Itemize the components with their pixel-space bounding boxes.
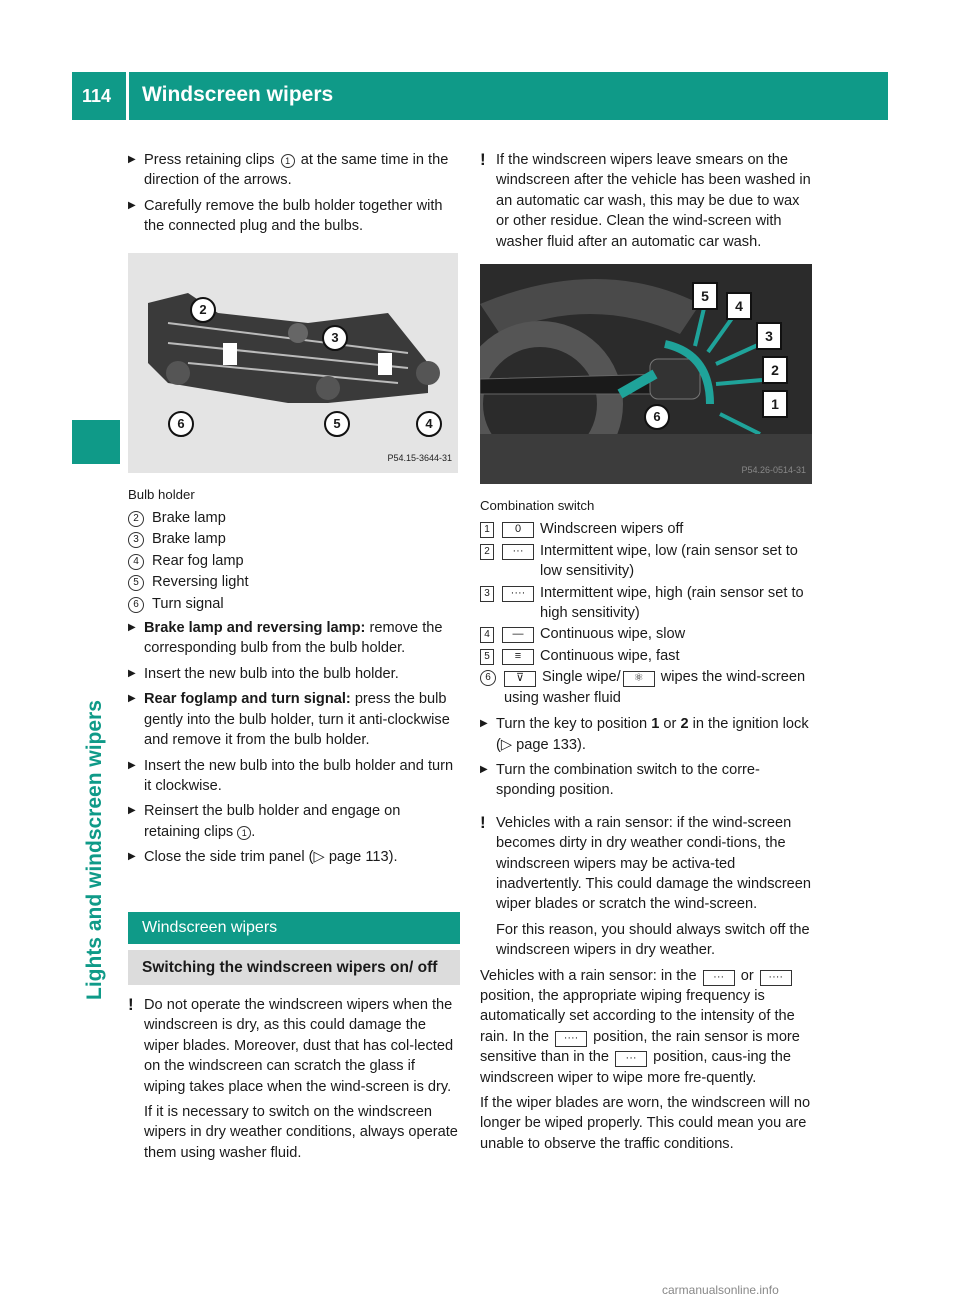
figure-code: P54.15-3644-31 bbox=[387, 453, 452, 464]
step: ▶ Carefully remove the bulb holder together with the connected plug and the bulbs. bbox=[128, 196, 460, 237]
figure-caption: Combination switch bbox=[480, 498, 595, 514]
callout-square-2: 2 bbox=[762, 356, 788, 384]
chapter-title: Lights and windscreen wipers bbox=[83, 700, 106, 1000]
callout-2: 2 bbox=[190, 297, 216, 323]
legend-number: 3 bbox=[480, 586, 494, 602]
intermittent-low-symbol: ··· bbox=[615, 1051, 647, 1067]
callout-number: 1 bbox=[237, 826, 251, 840]
legend-item bbox=[128, 529, 460, 549]
legend-text: wipes the wind-screen using washer fluid bbox=[504, 669, 806, 706]
legend-number: 4 bbox=[480, 627, 494, 643]
legend-number: 6 bbox=[480, 670, 496, 686]
chapter-tab bbox=[72, 420, 120, 464]
legend-number: 1 bbox=[480, 522, 494, 538]
legend-text: Turn signal bbox=[152, 595, 224, 612]
paragraph: If the wiper blades are worn, the windscreen will no longer be wiped properly. This could mean you are unable to observe the traffic conditions. bbox=[480, 1095, 811, 1152]
warning-icon: ! bbox=[480, 150, 486, 169]
single-wipe-icon: ⊽ bbox=[504, 671, 536, 687]
step: ▶ Rear foglamp and turn signal: press the bulb gently into the bulb holder, turn it anti-clockwise and remove it from the bulb holder. bbox=[128, 689, 460, 750]
warning-text: For this reason, you should always switch off the windscreen wipers in dry weather. bbox=[496, 921, 810, 959]
legend-text: Rear fog lamp bbox=[152, 552, 244, 569]
legend-list bbox=[480, 519, 812, 708]
page-header bbox=[72, 72, 888, 120]
section-heading: Windscreen wipers bbox=[128, 912, 460, 944]
washer-fluid-icon: ⚛ bbox=[623, 671, 655, 687]
warning-text: If the windscreen wipers leave smears on the windscreen after the vehicle has been washed in an automatic car wash, this may be due to wax or other residue. Clean the wind-screen with washer fluid after an automatic car wash. bbox=[496, 152, 811, 250]
legend-item bbox=[128, 508, 460, 528]
legend-number: 5 bbox=[128, 575, 144, 591]
legend-text: Windscreen wipers off bbox=[540, 521, 684, 538]
right-column bbox=[480, 150, 812, 1159]
intermittent-high-symbol: ···· bbox=[760, 970, 792, 986]
subsection-heading: Switching the windscreen wipers on/ off bbox=[128, 950, 460, 985]
warning-text: If it is necessary to switch on the windscreen wipers in dry weather conditions, always operate them using washer fluid. bbox=[144, 1103, 458, 1161]
legend-text: Brake lamp bbox=[152, 510, 226, 527]
paragraph: Vehicles with a rain sensor: in the ··· or ···· position, the appropriate wiping frequency is automatically set according to the intensity of the rain. In the ···· position, the rain sensor is more sensitive than in the ··· position, caus-ing the windscreen wiper to wipe more fre-quently. bbox=[480, 967, 800, 1086]
page-ref-arrow-icon: ▷ bbox=[313, 849, 325, 866]
legend-number: 5 bbox=[480, 649, 494, 665]
legend-item bbox=[480, 583, 812, 624]
left-column bbox=[128, 150, 460, 1168]
legend-text: Brake lamp bbox=[152, 531, 226, 548]
legend-item bbox=[480, 519, 812, 539]
step: ▶ Turn the combination switch to the corre-sponding position. bbox=[480, 760, 812, 801]
callout-4: 4 bbox=[416, 411, 442, 437]
legend-text: Intermittent wipe, low (rain sensor set to low sensitivity) bbox=[540, 542, 798, 580]
header-divider bbox=[126, 72, 129, 120]
bulb-holder-illustration bbox=[128, 253, 458, 473]
warning-text: Vehicles with a rain sensor: if the wind-screen becomes dirty in dry weather condi-tions, the windscreen wipers may be activa-ted inadvertently. This could damage the windscreen wiper blades or scratch the wind-screen. bbox=[496, 814, 812, 913]
callout-square-3: 3 bbox=[756, 322, 782, 350]
figure-code: P54.26-0514-31 bbox=[741, 464, 806, 475]
switch-position-symbol: 0 bbox=[502, 522, 534, 538]
legend-number: 4 bbox=[128, 554, 144, 570]
warning bbox=[480, 813, 812, 961]
step: ▶ Turn the key to position 1 or 2 in the ignition lock (▷ page 133). bbox=[480, 714, 812, 755]
legend-item bbox=[128, 594, 460, 614]
step: ▶ Close the side trim panel (▷ page 113). bbox=[128, 847, 460, 867]
legend-text: Continuous wipe, fast bbox=[540, 647, 680, 664]
warning-icon: ! bbox=[480, 812, 486, 832]
intermittent-low-symbol: ··· bbox=[703, 970, 735, 986]
watermark-text: carmanualsonline.info bbox=[662, 1283, 779, 1297]
legend-text: Single wipe/ bbox=[542, 669, 621, 686]
legend-list bbox=[128, 508, 460, 614]
warning-text: Do not operate the windscreen wipers when the windscreen is dry, as this could damage the wiper blades. Moreover, dust that has col-lected on the windscreen can scratch the glass if wiping takes place when the wind-screen is dry. bbox=[144, 996, 454, 1095]
combination-switch-figure bbox=[480, 264, 812, 484]
legend-text: Intermittent wipe, high (rain sensor set to high sensitivity) bbox=[540, 584, 804, 622]
callout-6: 6 bbox=[644, 404, 670, 430]
legend-text: Reversing light bbox=[152, 574, 249, 591]
bulb-holder-figure bbox=[128, 253, 458, 473]
legend-item bbox=[480, 541, 812, 582]
callout-6: 6 bbox=[168, 411, 194, 437]
legend-number: 6 bbox=[128, 597, 144, 613]
page-number: 114 bbox=[82, 86, 112, 106]
step: ▶ Insert the new bulb into the bulb holder and turn it clockwise. bbox=[128, 756, 460, 797]
page-title: Windscreen wipers bbox=[142, 83, 334, 106]
legend-number: 3 bbox=[128, 532, 144, 548]
legend-item bbox=[128, 572, 460, 592]
step: ▶ Brake lamp and reversing lamp: remove the corresponding bulb from the bulb holder. bbox=[128, 618, 460, 659]
switch-position-symbol: ≡ bbox=[502, 649, 534, 665]
callout-square-5: 5 bbox=[692, 282, 718, 310]
callout-square-1: 1 bbox=[762, 390, 788, 418]
callout-3: 3 bbox=[322, 325, 348, 351]
intermittent-high-symbol: ···· bbox=[555, 1031, 587, 1047]
legend-text: Continuous wipe, slow bbox=[540, 626, 686, 643]
page-ref-arrow-icon: ▷ bbox=[500, 736, 513, 753]
figure-caption: Bulb holder bbox=[128, 486, 195, 502]
callout-square-4: 4 bbox=[726, 292, 752, 320]
switch-position-symbol: ··· bbox=[502, 544, 534, 560]
legend-item bbox=[480, 624, 812, 644]
step: ▶ Press retaining clips 1 at the same time in the direction of the arrows. bbox=[128, 150, 460, 191]
switch-position-symbol: ···· bbox=[502, 586, 534, 602]
warning bbox=[128, 995, 460, 1163]
legend-item bbox=[480, 646, 812, 666]
callout-5: 5 bbox=[324, 411, 350, 437]
callout-number: 1 bbox=[281, 154, 295, 168]
step: ▶ Insert the new bulb into the bulb holder. bbox=[128, 664, 460, 684]
switch-position-symbol: — bbox=[502, 627, 534, 643]
legend-item bbox=[128, 551, 460, 571]
legend-number: 2 bbox=[480, 544, 494, 560]
warning bbox=[480, 150, 812, 252]
legend-item bbox=[480, 667, 812, 708]
warning-icon: ! bbox=[128, 994, 134, 1014]
step: ▶ Reinsert the bulb holder and engage on retaining clips 1 . bbox=[128, 801, 460, 842]
legend-number: 2 bbox=[128, 511, 144, 527]
